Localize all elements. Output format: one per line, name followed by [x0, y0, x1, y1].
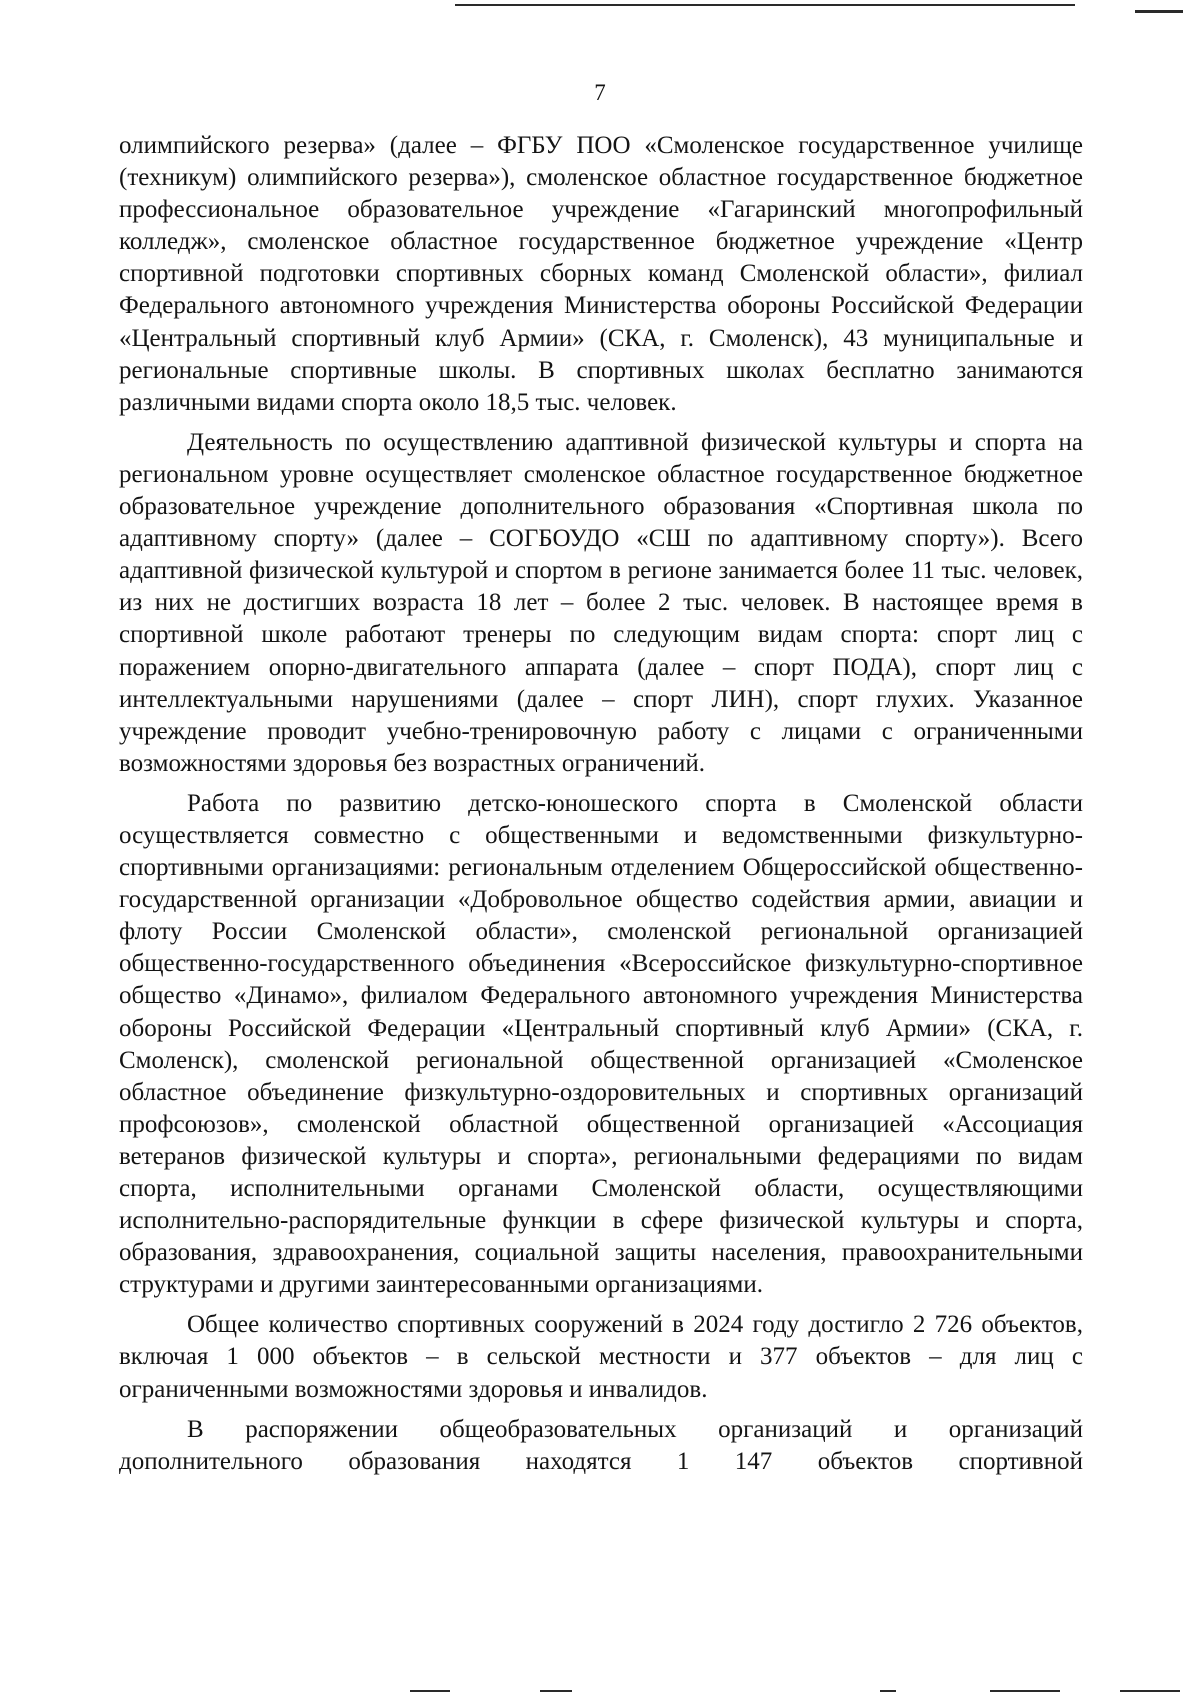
paragraph: Деятельность по осуществлению адаптивной физической культуры и спорта на региональном уровне осуществляет смоленское областное государственное бюджетное образовательное учреждение дополнительного образования «Спортивная школа по адаптивному спорту» (далее – СОГБОУДО «СШ по адаптивному спорту»). Всего адаптивной физической культурой и спортом в регионе занимается более 11 тыс. человек, из них не достигших возраста 18 лет – более 2 тыс. человек. В настоящее время в спортивной школе работают тренеры по следующим видам спорта: спорт лиц с поражением опорно-двигательного аппарата (далее – спорт ПОДА), спорт лиц с интеллектуальными нарушениями (далее – спорт ЛИН), спорт глухих. Указанное учреждение проводит учебно-тренировочную работу с лицами с ограниченными возможностями здоровья без возрастных ограничений. [119, 428, 1083, 777]
scan-artifact-line [1135, 10, 1183, 13]
paragraph: олимпийского резерва» (далее – ФГБУ ПОО «Смоленское государственное училище (техникум) олимпийского резерва»), смоленское областное государственное бюджетное профессиональное образовательное учреждение «Гагаринский многопрофильный колледж», смоленское областное государственное бюджетное учреждение «Центр спортивной подготовки спортивных сборных команд Смоленской области», филиал Федерального автономного учреждения Министерства обороны Российской Федерации «Центральный спортивный клуб Армии» (СКА, г. Смоленск), 43 муниципальные и региональные спортивные школы. В спортивных школах бесплатно занимаются различными видами спорта около 18,5 тыс. человек. [119, 132, 1083, 416]
paragraph: Работа по развитию детско-юношеского спорта в Смоленской области осуществляется совместно с общественными и ведомственными физкультурно-спортивными организациями: региональным отделением Общероссийской общественно-государственной организации «Добровольное общество содействия армии, авиации и флоту России Смоленской области», смоленской региональной организацией общественно-государственного объединения «Всероссийское физкультурно-спортивное общество «Динамо», филиалом Федерального автономного учреждения Министерства обороны Российской Федерации «Центральный спортивный клуб Армии» (СКА, г. Смоленск), смоленской региональной общественной организацией «Смоленское областное объединение физкультурно-оздоровительных и спортивных организаций профсоюзов», смоленской областной общественной организацией «Ассоциация ветеранов физической культуры и спорта», региональными федерациями по видам спорта, исполнительными органами Смоленской области, осуществляющими исполнительно-распорядительные функции в сфере физической культуры и спорта, образования, здравоохранения, социальной защиты населения, правоохранительными структурами и другими заинтересованными организациями. [119, 789, 1083, 1299]
scan-artifact-line [540, 1690, 572, 1692]
scan-artifact-line [455, 4, 1075, 6]
paragraph: В распоряжении общеобразовательных организаций и организаций дополнительного образования находятся 1 147 объектов спортивной [119, 1415, 1083, 1475]
document-body [119, 130, 1083, 1478]
paragraph: Общее количество спортивных сооружений в 2024 году достигло 2 726 объектов, включая 1 000 объектов – в сельской местности и 377 объектов – для лиц с ограниченными возможностями здоровья и инвалидов. [119, 1311, 1083, 1403]
scan-artifact-line [1120, 1690, 1180, 1692]
scan-artifact-line [990, 1690, 1060, 1692]
page-number: 7 [594, 80, 606, 105]
scan-artifact-line [880, 1690, 896, 1692]
scan-artifact-line [410, 1690, 450, 1692]
